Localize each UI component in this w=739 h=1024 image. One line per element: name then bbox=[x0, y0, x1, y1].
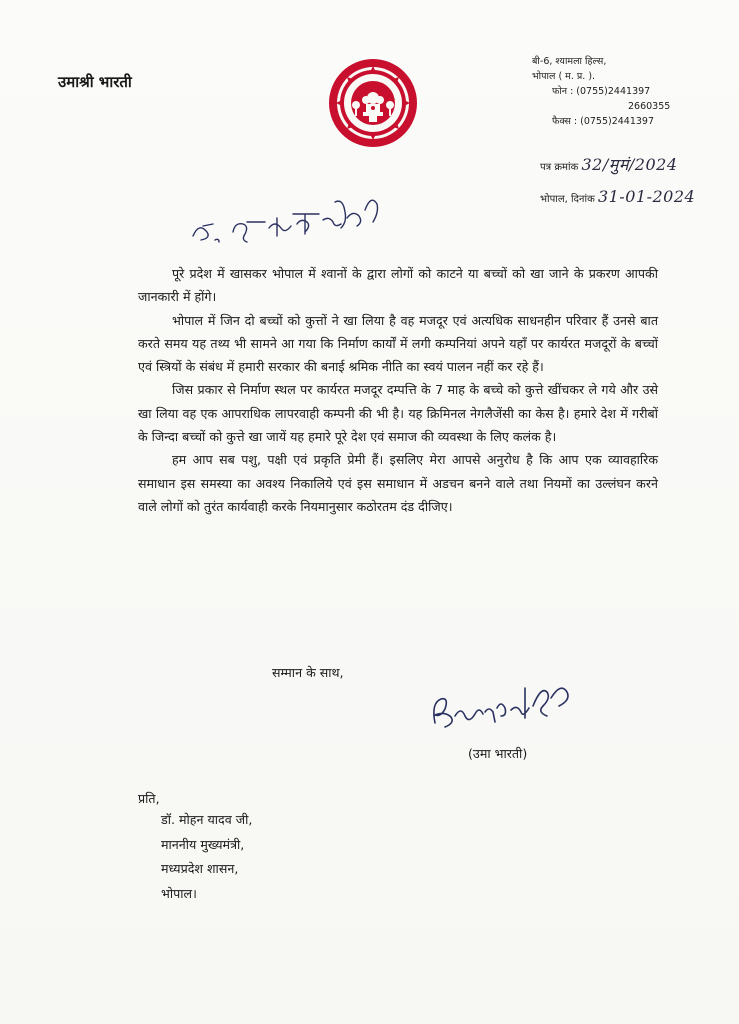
letter-number-value: 32/मुमं/2024 bbox=[581, 155, 678, 174]
madhya-pradesh-state-emblem-icon bbox=[328, 58, 418, 148]
recipient-block bbox=[161, 808, 252, 906]
signer-name: (उमा भारती) bbox=[468, 746, 528, 761]
letter-number-label: पत्र क्रमांक bbox=[540, 162, 579, 173]
letter-body bbox=[138, 262, 658, 518]
address-line-1: बी-6, श्यामला हिल्स, bbox=[532, 56, 607, 67]
recipient-line-4: भोपाल। bbox=[161, 885, 197, 901]
date-label: भोपाल, दिनांक bbox=[540, 194, 595, 205]
closing-line: सम्मान के साथ, bbox=[272, 665, 344, 680]
body-paragraph-4: हम आप सब पशु, पक्षी एवं प्रकृति प्रेमी हैं। इसलिए मेरा आपसे अनुरोध है कि आप एक व्यावहारिक समाधान इस समस्या का अवश्य निकालिये एवं इस समाधान में अडचन बनने वाले तथा नियमों का उल्लंघन करने वाले लोगों को तुरंत कार्यवाही करके नियमानुसार कठोरतम दंड दीजिए। bbox=[138, 452, 658, 514]
handwritten-salutation bbox=[185, 174, 395, 254]
phone-second-line: 2660355 bbox=[628, 101, 671, 112]
body-paragraph-2: भोपाल में जिन दो बच्चों को कुत्तों ने खा लिया है वह मजदूर एवं अत्यधिक साधनहीन परिवार हैं उनसे बात करते समय यह तथ्य भी सामने आ गया कि निर्माण कार्यों में लगी कम्पनियां अपने यहाँ पर कार्यरत मजदूरों के बच्चों एवं स्त्रियों के संबंध में हमारी सरकार की बनाई श्रमिक नीति का स्वयं पालन नहीं कर रहे हैं। bbox=[138, 312, 658, 375]
recipient-line-3: मध्यप्रदेश शासन, bbox=[161, 861, 239, 876]
fax-line: फैक्स : (0755)2441397 bbox=[552, 116, 655, 127]
body-paragraph-3: जिस प्रकार से निर्माण स्थल पर कार्यरत मजदूर दम्पत्ति के 7 माह के बच्चे को कुत्ते खींचकर ले गये और उसे खा लिया वह एक आपराधिक लापरवाही कम्पनी की भी है। यह क्रिमिनल नेगलैजेंसी का केस है। हमारे देश में गरीबों के जिन्दा बच्चों को कुत्ते खा जायें यह हमारे पूरे देश एवं समाज की व्यवस्था के लिए कलंक है। bbox=[138, 382, 658, 445]
sender-name: उमाश्री भारती bbox=[58, 73, 132, 91]
phone-line: फोन : (0755)2441397 bbox=[552, 86, 651, 97]
handwritten-signature bbox=[425, 668, 585, 738]
body-paragraph-1: पूरे प्रदेश में खासकर भोपाल में श्वानों के द्वारा लोगों को काटने या बच्चों को खा जाने के प्रकरण आपकी जानकारी में होंगे। bbox=[138, 266, 658, 305]
address-line-2: भोपाल ( म. प्र. ). bbox=[532, 71, 596, 82]
date-value: 31-01-2024 bbox=[597, 187, 696, 206]
recipient-line-1: डॉ. मोहन यादव जी, bbox=[161, 812, 253, 827]
recipient-line-2: माननीय मुख्यमंत्री, bbox=[161, 836, 245, 852]
letter-number-row bbox=[540, 153, 678, 175]
recipient-label: प्रति, bbox=[138, 791, 160, 806]
date-row bbox=[540, 187, 695, 206]
sender-address-block bbox=[532, 54, 670, 129]
